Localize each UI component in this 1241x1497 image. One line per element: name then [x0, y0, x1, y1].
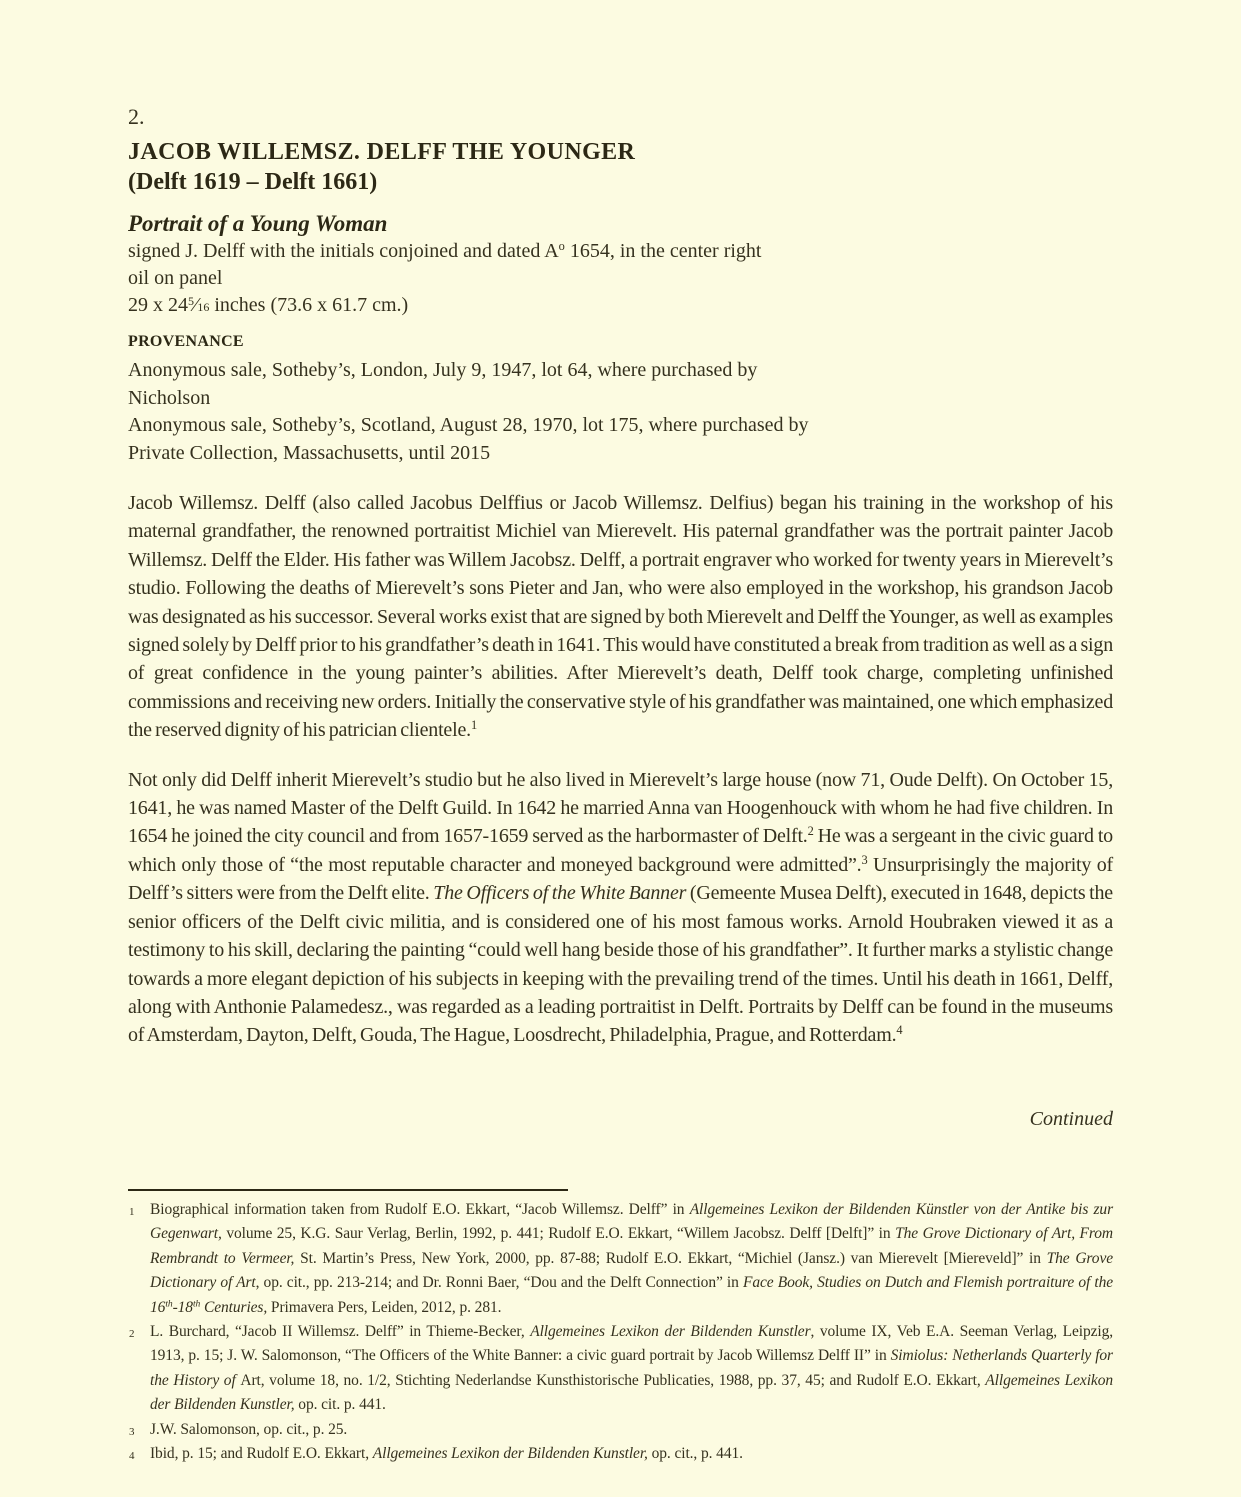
- footnote-divider: [128, 1189, 568, 1191]
- catalog-number: 2.: [128, 104, 145, 129]
- artwork-title: Portrait of a Young Woman: [128, 211, 388, 236]
- provenance-line: Anonymous sale, Sotheby’s, London, July 9, 1947, lot 64, where purchased by: [128, 359, 758, 381]
- provenance-section: [128, 331, 1113, 467]
- essay-paragraph-2: Not only did Delff inherit Mierevelt’s studio but he also lived in Mierevelt’s large house (now 71, Oude Delft). On October 15, 1641, he was named Master of the Delft Guild. In 1642 he married Anna van Hoogenhouck with whom he had five children. In 1654 he joined the city council and from 1657-1659 served as the harbormaster of Delft.$^2$ He was a sergeant in the civic guard to which only those of “the most reputable character and moneyed background were admitted”.$^3$ Unsurprisingly the majority of Delff’s sitters were from the Delft elite. The Officers of the White Banner (Gemeente Musea Delft), executed in 1648, depicts the senior officers of the Delft civic militia, and is considered one of his most famous works. Arnold Houbraken viewed it as a testimony to his skill, declaring the painting “could well hang beside those of his grandfather”. It further marks a stylistic change towards a more elegant depiction of his subjects in keeping with the prevailing trend of the times. Until his death in 1661, Delff, along with Anthonie Palamedesz., was regarded as a leading portraitist in Delft. Portraits by Delff can be found in the museums of Amsterdam, Dayton, Delft, Gouda, The Hague, Loosdrecht, Philadelphia, Prague, and Rotterdam.$^4$: [128, 768, 1113, 1047]
- footnote-marker: 1: [129, 1206, 135, 1218]
- footnote-2: [128, 1320, 1113, 1418]
- footnote-3: [128, 1418, 1113, 1442]
- artist-dates: (Delft 1619 – Delft 1661): [128, 169, 378, 195]
- provenance-heading: PROVENANCE: [128, 333, 244, 350]
- footnote-text: L. Burchard, “Jacob II Willemsz. Delff” in Thieme-Becker, Allgemeines Lexikon der Bildenden Kunstler, volume IX, Veb E.A. Seeman Verlag, Leipzig, 1913, p. 15; J. W. Salomonson, “The Officers of the White Banner: a civic guard portrait by Jacob Willemsz Delff II” in Simiolus: Netherlands Quarterly for the History of Art, volume 18, no. 1/2, Stichting Nederlandse Kunsthistorische Publicaties, 1988, pp. 37, 45; and Rudolf E.O. Ekkart, Allgemeines Lexikon der Bildenden Kunstler, op. cit. p. 441.: [150, 1323, 1114, 1414]
- essay-paragraph-1: Jacob Willemsz. Delff (also called Jacobus Delffius or Jacob Willemsz. Delfius) began his training in the workshop of his maternal grandfather, the renowned portraitist Michiel van Mierevelt. His paternal grandfather was the portrait painter Jacob Willemsz. Delff the Elder. His father was Willem Jacobsz. Delff, a portrait engraver who worked for twenty years in Mierevelt’s studio. Following the deaths of Mierevelt’s sons Pieter and Jan, who were also employed in the workshop, his grandson Jacob was designated as his successor. Several works exist that are signed by both Mierevelt and Delff the Younger, as well as examples signed solely by Delff prior to his grandfather’s death in 1641. This would have constituted a break from tradition as well as a sign of great confidence in the young painter’s abilities. After Mierevelt’s death, Delff took charge, completing unfinished commissions and receiving new orders. Initially the conservative style of his grandfather was maintained, one which emphasized the reserved dignity of his patrician clientele.$^1$: [128, 492, 1113, 742]
- provenance-line: Anonymous sale, Sotheby’s, Scotland, August 28, 1970, lot 175, where purchased by: [128, 414, 809, 436]
- entry-header: [128, 104, 1113, 198]
- signature-line: signed J. Delff with the initials conjoined and dated $A^o$ 1654, in the center right: [128, 239, 762, 262]
- artwork-details: [128, 210, 1113, 319]
- footnote-marker: 4: [129, 1450, 135, 1463]
- artist-name: JACOB WILLEMSZ. DELFF THE YOUNGER: [128, 139, 636, 165]
- footnote-text: Ibid, p. 15; and Rudolf E.O. Ekkart, Allgemeines Lexikon der Bildenden Kunstler, op. cit., p. 441.: [150, 1445, 743, 1463]
- medium-line: oil on panel: [128, 267, 223, 289]
- footnote-text: J.W. Salomonson, op. cit., p. 25.: [150, 1420, 348, 1438]
- continued-note: Continued: [1029, 1108, 1113, 1130]
- footnote-marker: 2: [129, 1328, 135, 1341]
- provenance-line: Private Collection, Massachusetts, until 2015: [128, 441, 491, 464]
- footnote-1: [128, 1198, 1113, 1320]
- footnote-text: Biographical information taken from Rudolf E.O. Ekkart, “Jacob Willemsz. Delff” in Allgemeines Lexikon der Bildenden Künstler von der Antike bis zur Gegenwart, volume 25, K.G. Saur Verlag, Berlin, 1992, p. 441; Rudolf E.O. Ekkart, “Willem Jacobsz. Delff [Delft]” in The Grove Dictionary of Art, From Rembrandt to Vermeer, St. Martin’s Press, New York, 2000, pp. 87-88; Rudolf E.O. Ekkart, “Michiel (Jansz.) van Mierevelt [Miereveld]” in The Grove Dictionary of Art, op. cit., pp. 213-214; and Dr. Ronni Baer, “Dou and the Delft Connection” in Face Book, Studies on Dutch and Flemish portraiture of the 16th-18th Centuries, Primavera Pers, Leiden, 2012, p. 281.: [150, 1201, 1114, 1316]
- footnote-4: [128, 1442, 1113, 1466]
- essay-section: [128, 489, 1113, 1071]
- dimensions-line: 29 x 24$^5$⁄16 inches (73.6 x 61.7 cm.): [128, 294, 409, 316]
- footnote-marker: 3: [129, 1425, 135, 1438]
- provenance-line: Nicholson: [128, 386, 211, 409]
- footnotes-section: [128, 1189, 1113, 1466]
